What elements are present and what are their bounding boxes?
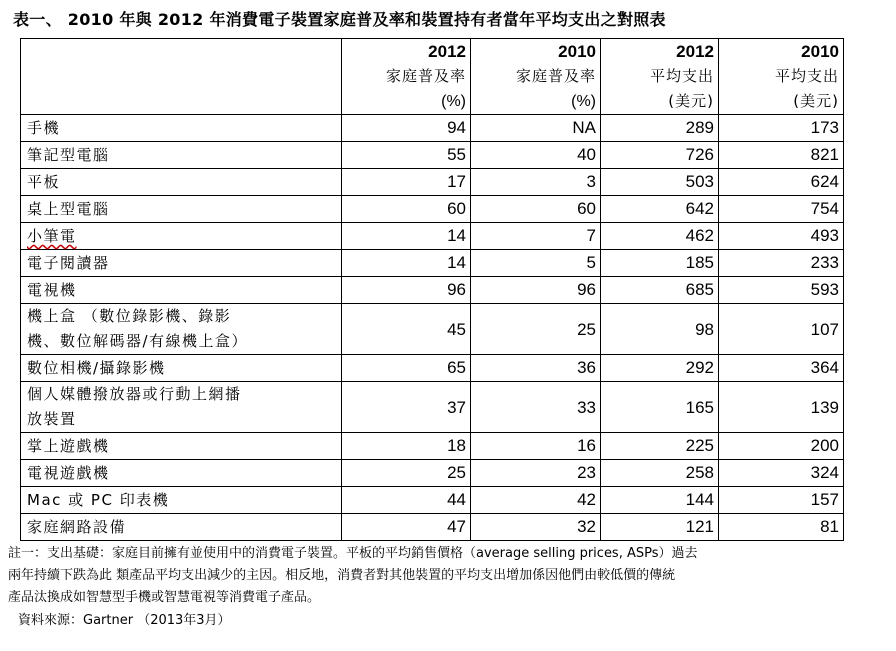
- note-line-2: 兩年持續下跌為此 類產品平均支出減少的主因。相反地，消費者對其他裝置的平均支出增加係因他們由較低價的傳統: [8, 568, 676, 583]
- penetration-2012-cell: 25: [342, 460, 471, 487]
- note-line-1: 註一：支出基礎：家庭目前擁有並使用中的消費電子裝置。平板的平均銷售價格（average selling prices, ASPs）過去: [8, 546, 698, 561]
- table-row: [21, 433, 844, 460]
- device-name: 手機: [21, 115, 342, 142]
- penetration-2010-cell: 96: [471, 277, 601, 304]
- penetration-2012-cell: 55: [342, 142, 471, 169]
- spending-2012-cell: 258: [601, 460, 719, 487]
- spending-2012-cell: 726: [601, 142, 719, 169]
- table-row: [21, 250, 844, 277]
- penetration-2012-cell: 94: [342, 115, 471, 142]
- penetration-2010-cell: 36: [471, 355, 601, 382]
- penetration-2010-cell: 60: [471, 196, 601, 223]
- spending-2010-cell: 493: [719, 223, 844, 250]
- penetration-2012-cell: 45: [342, 304, 471, 355]
- header-penetration-2010: 2010 家庭普及率 (%): [471, 39, 601, 115]
- spending-2012-cell: 121: [601, 514, 719, 541]
- spending-2010-cell: 107: [719, 304, 844, 355]
- device-name: 數位相機/攝錄影機: [21, 355, 342, 382]
- device-name: 機上盒 （數位錄影機、錄影 機、數位解碼器/有線機上盒）: [21, 304, 342, 355]
- penetration-2010-cell: NA: [471, 115, 601, 142]
- spending-2010-cell: 821: [719, 142, 844, 169]
- device-name: 個人媒體撥放器或行動上網播 放裝置: [21, 382, 342, 433]
- spending-2010-cell: 139: [719, 382, 844, 433]
- penetration-2010-cell: 32: [471, 514, 601, 541]
- spending-2010-cell: 173: [719, 115, 844, 142]
- table-row: [21, 460, 844, 487]
- table-row: [21, 142, 844, 169]
- spending-2012-cell: 98: [601, 304, 719, 355]
- spending-2010-cell: 624: [719, 169, 844, 196]
- device-name: Mac 或 PC 印表機: [21, 487, 342, 514]
- header-penetration-2012: 2012 家庭普及率 (%): [342, 39, 471, 115]
- penetration-2010-cell: 40: [471, 142, 601, 169]
- penetration-2012-cell: 17: [342, 169, 471, 196]
- penetration-2012-cell: 44: [342, 487, 471, 514]
- spending-2010-cell: 754: [719, 196, 844, 223]
- note-line-3: 產品汰換成如智慧型手機或智慧電視等消費電子產品。: [8, 590, 321, 605]
- table-row: [21, 169, 844, 196]
- penetration-2010-cell: 42: [471, 487, 601, 514]
- header-spending-2012: 2012 平均支出 (美元): [601, 39, 719, 115]
- header-spending-2010: 2010 平均支出 (美元): [719, 39, 844, 115]
- header-device: [21, 39, 342, 115]
- penetration-2012-cell: 18: [342, 433, 471, 460]
- table-row: [21, 277, 844, 304]
- penetration-2012-cell: 47: [342, 514, 471, 541]
- spending-2012-cell: 292: [601, 355, 719, 382]
- spending-2012-cell: 225: [601, 433, 719, 460]
- source-note: 資料來源：Gartner （2013年3月）: [18, 613, 231, 628]
- table-row: [21, 487, 844, 514]
- spending-2010-cell: 593: [719, 277, 844, 304]
- device-name: 電視機: [21, 277, 342, 304]
- spending-2012-cell: 289: [601, 115, 719, 142]
- penetration-2010-cell: 5: [471, 250, 601, 277]
- spending-2012-cell: 185: [601, 250, 719, 277]
- spending-2010-cell: 324: [719, 460, 844, 487]
- penetration-2012-cell: 60: [342, 196, 471, 223]
- table-row: [21, 115, 844, 142]
- penetration-2010-cell: 16: [471, 433, 601, 460]
- spending-2012-cell: 642: [601, 196, 719, 223]
- penetration-2010-cell: 33: [471, 382, 601, 433]
- device-name: 小筆電: [21, 223, 342, 250]
- spending-2010-cell: 364: [719, 355, 844, 382]
- table-row: [21, 223, 844, 250]
- header-row: [21, 39, 844, 115]
- spending-2010-cell: 81: [719, 514, 844, 541]
- table-row: [21, 382, 844, 433]
- device-name: 電視遊戲機: [21, 460, 342, 487]
- spending-2012-cell: 503: [601, 169, 719, 196]
- device-name: 掌上遊戲機: [21, 433, 342, 460]
- penetration-2010-cell: 3: [471, 169, 601, 196]
- device-name: 家庭網路設備: [21, 514, 342, 541]
- spending-2010-cell: 200: [719, 433, 844, 460]
- device-name: 筆記型電腦: [21, 142, 342, 169]
- spending-2012-cell: 462: [601, 223, 719, 250]
- table-row: [21, 514, 844, 541]
- device-name: 平板: [21, 169, 342, 196]
- device-name: 桌上型電腦: [21, 196, 342, 223]
- penetration-2010-cell: 23: [471, 460, 601, 487]
- table-notes: [8, 543, 888, 609]
- spending-2010-cell: 157: [719, 487, 844, 514]
- table-row: [21, 304, 844, 355]
- spending-2012-cell: 165: [601, 382, 719, 433]
- table-row: [21, 196, 844, 223]
- spending-2012-cell: 144: [601, 487, 719, 514]
- spending-2010-cell: 233: [719, 250, 844, 277]
- penetration-2012-cell: 14: [342, 223, 471, 250]
- table-row: [21, 355, 844, 382]
- penetration-2012-cell: 14: [342, 250, 471, 277]
- penetration-2010-cell: 7: [471, 223, 601, 250]
- device-name: 電子閱讀器: [21, 250, 342, 277]
- table-title: 表一、 2010 年與 2012 年消費電子裝置家庭普及率和裝置持有者當年平均支出之對照表: [13, 10, 666, 29]
- penetration-2012-cell: 37: [342, 382, 471, 433]
- penetration-2012-cell: 65: [342, 355, 471, 382]
- penetration-2010-cell: 25: [471, 304, 601, 355]
- spending-2012-cell: 685: [601, 277, 719, 304]
- penetration-2012-cell: 96: [342, 277, 471, 304]
- comparison-table: [20, 38, 844, 541]
